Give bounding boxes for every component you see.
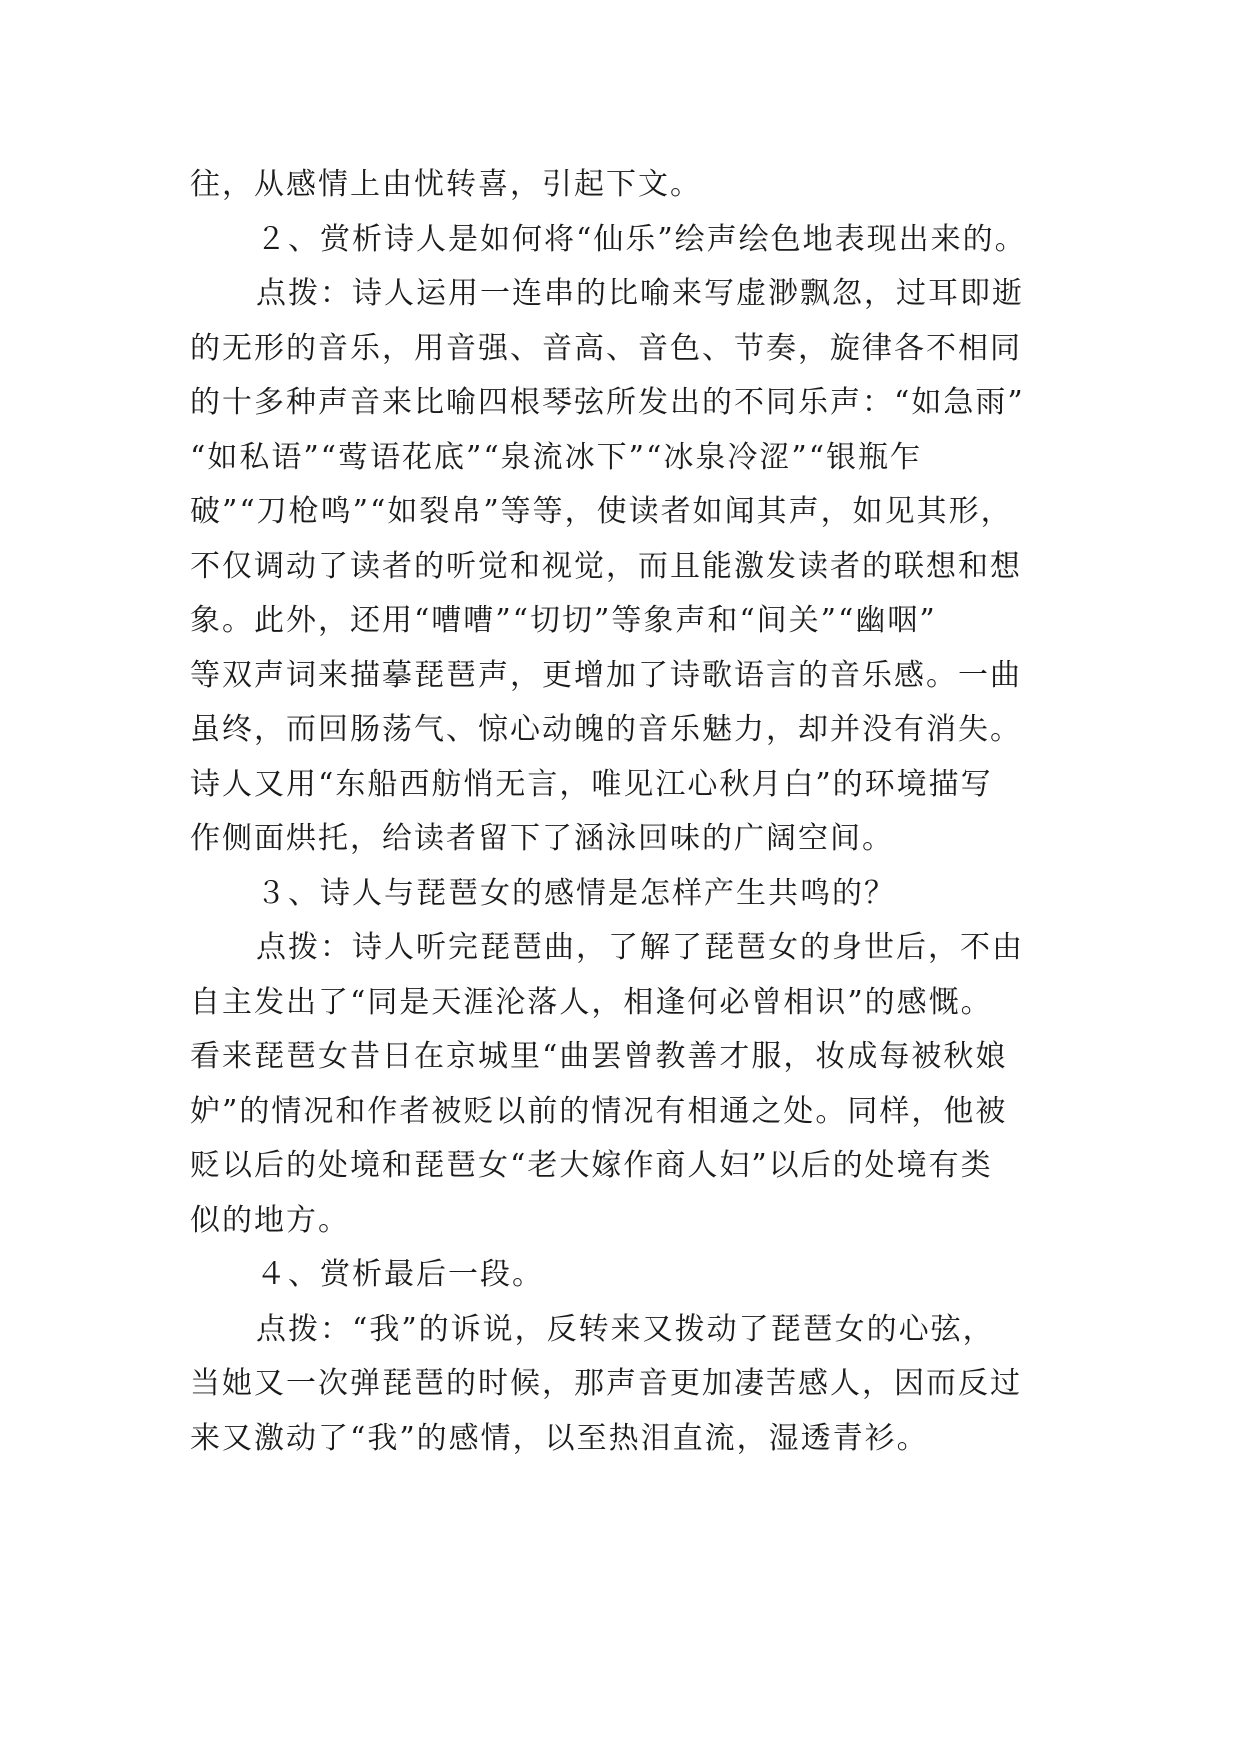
paragraph-line: 象。此外，还用“嘈嘈”“切切”等象声和“间关”“幽咽” <box>190 603 937 638</box>
paragraph-line: 的十多种声音来比喻四根琴弦所发出的不同乐声：“如急雨” <box>190 385 1025 420</box>
paragraph-line: 往，从感情上由忧转喜，引起下文。 <box>190 167 702 202</box>
paragraph-line: 来又激动了“我”的感情，以至热泪直流，湿透青衫。 <box>190 1420 929 1456</box>
question-heading: ３、诗人与琵琶女的感情是怎样产生共鸣的？ <box>256 875 896 911</box>
paragraph-line: 不仅调动了读者的听觉和视觉，而且能激发读者的联想和想 <box>190 548 1022 584</box>
paragraph-line: 妒”的情况和作者被贬以前的情况有相通之处。同样，他被 <box>190 1093 1008 1129</box>
paragraph-line: 等双声词来描摹琵琶声，更增加了诗歌语言的音乐感。一曲 <box>190 657 1022 693</box>
paragraph-line: 点拨：诗人运用一连串的比喻来写虚渺飘忽，过耳即逝 <box>256 276 1024 311</box>
paragraph-line: 自主发出了“同是天涯沦落人，相逢何必曾相识”的感慨。 <box>190 984 993 1020</box>
document-body <box>190 158 1090 1466</box>
paragraph-line: 作侧面烘托，给读者留下了涵泳回味的广阔空间。 <box>190 821 894 856</box>
paragraph-line: 诗人又用“东船西舫悄无言，唯见江心秋月白”的环境描写 <box>190 766 993 802</box>
paragraph-line: 点拨：“我”的诉说，反转来又拨动了琵琶女的心弦， <box>256 1311 995 1347</box>
paragraph-line: “如私语”“莺语花底”“泉流冰下”“冰泉冷涩”“银瓶乍 <box>190 439 923 475</box>
paragraph-line: 虽终，而回肠荡气、惊心动魄的音乐魅力，却并没有消失。 <box>190 712 1022 747</box>
paragraph-line: 贬以后的处境和琵琶女“老大嫁作商人妇”以后的处境有类 <box>190 1148 993 1183</box>
question-heading: ４、赏析最后一段。 <box>256 1257 544 1292</box>
paragraph-line: 点拨：诗人听完琵琶曲，了解了琵琶女的身世后，不由 <box>256 930 1024 965</box>
paragraph-line: 的无形的音乐，用音强、音高、音色、节奏，旋律各不相同 <box>190 330 1022 366</box>
paragraph-line: 破”“刀枪鸣”“如裂帛”等等，使读者如闻其声，如见其形， <box>190 494 1013 529</box>
paragraph-line: 当她又一次弹琵琶的时候，那声音更加凄苦感人，因而反过 <box>190 1366 1022 1401</box>
paragraph-line: 似的地方。 <box>190 1202 350 1238</box>
paragraph-line: 看来琵琶女昔日在京城里“曲罢曾教善才服，妆成每被秋娘 <box>190 1039 1008 1074</box>
question-heading: ２、赏析诗人是如何将“仙乐”绘声绘色地表现出来的。 <box>256 221 1027 257</box>
